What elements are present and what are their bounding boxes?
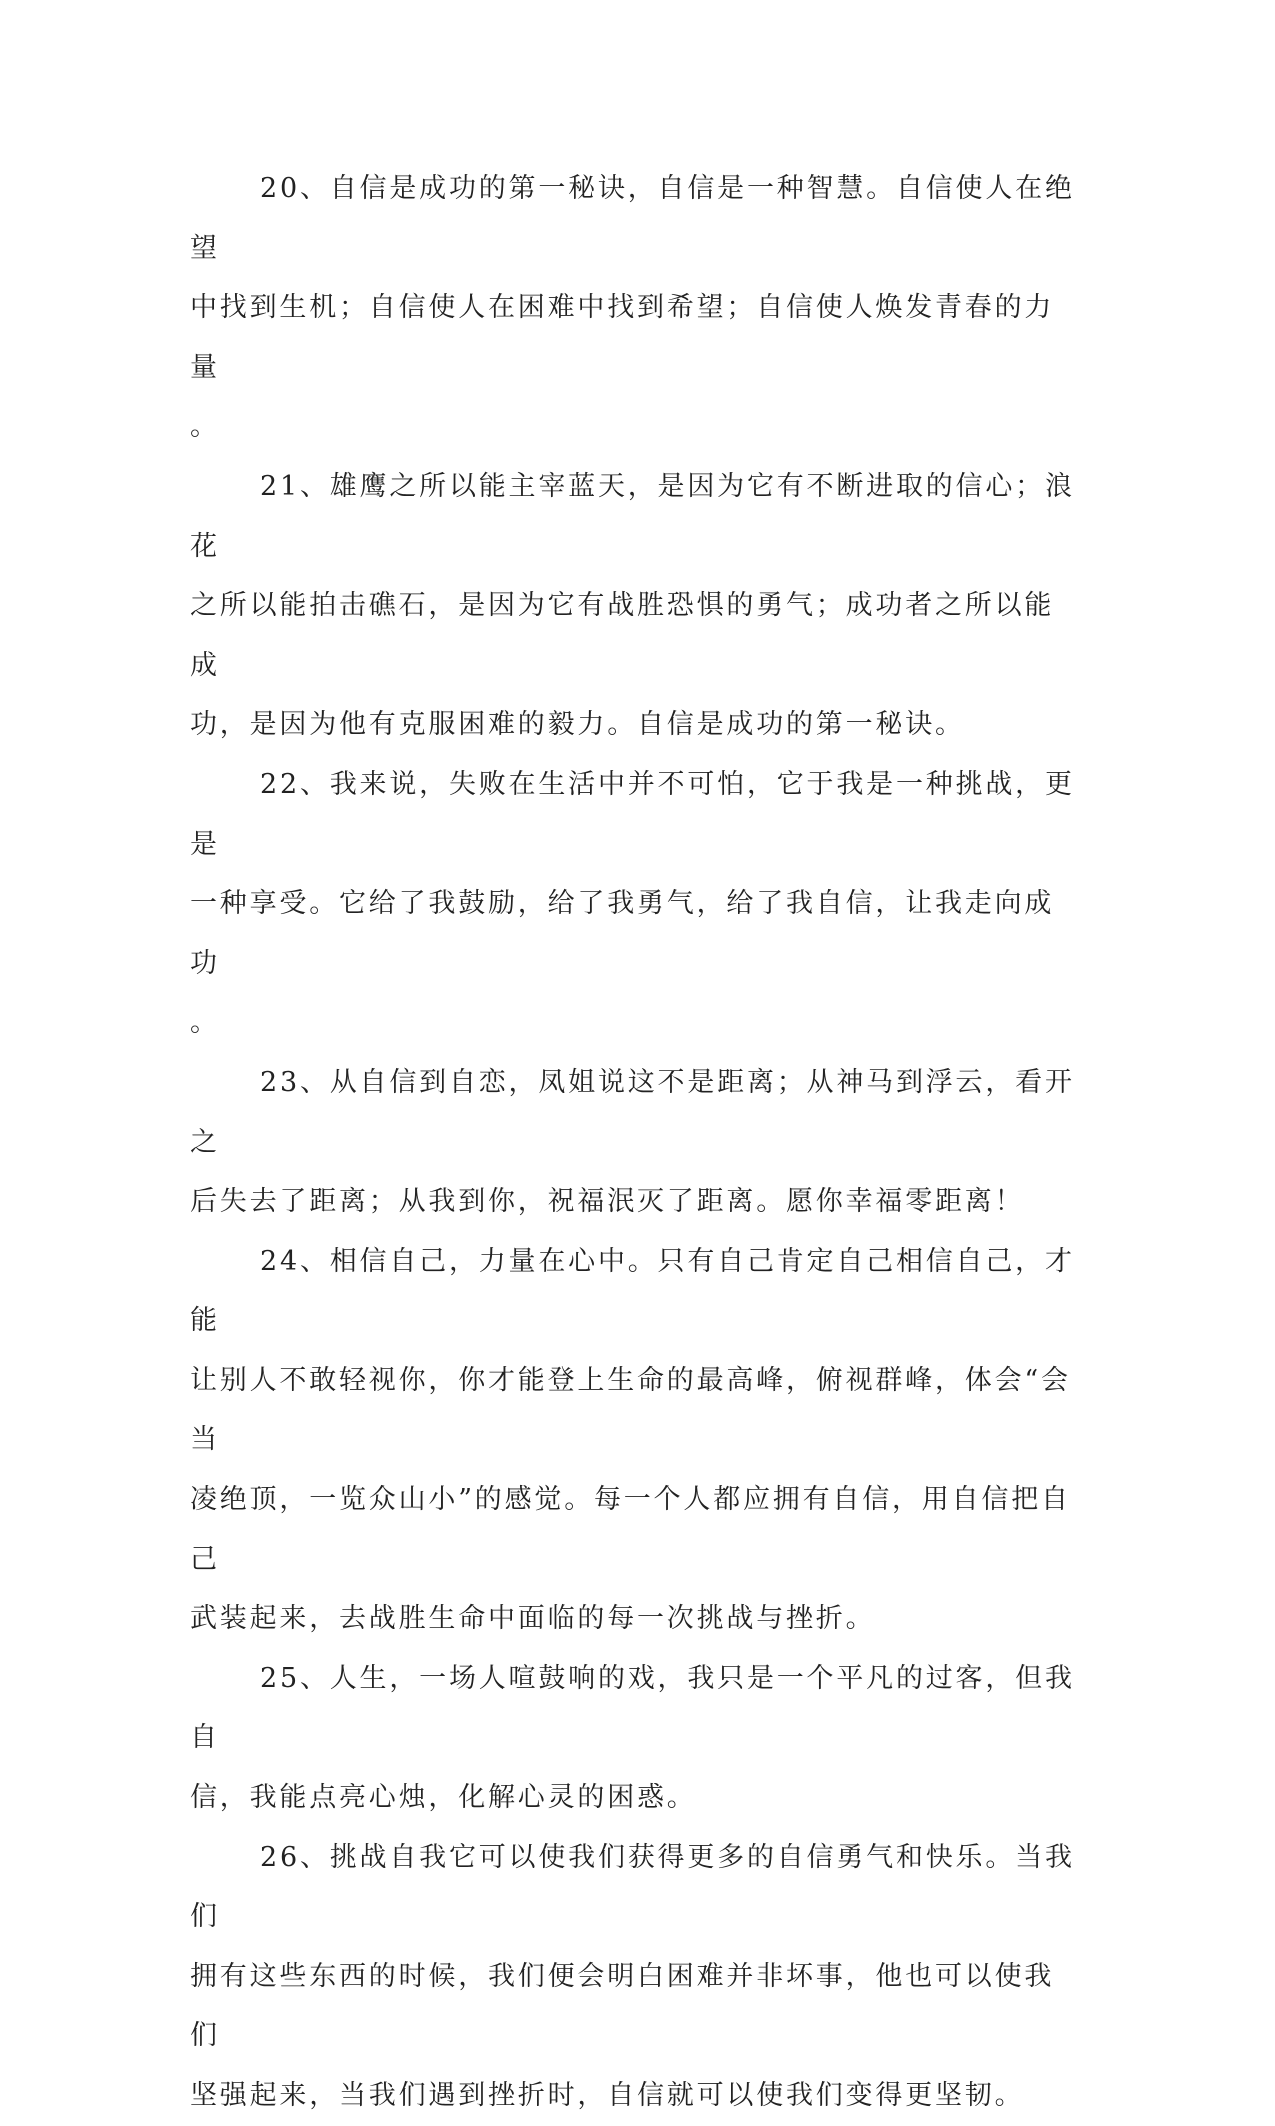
paragraph-23: 23、从自信到自恋，凤姐说这不是距离；从神马到浮云，看开之 后失去了距离；从我到你，祝福泯灭了距离。愿你幸福零距离！ bbox=[190, 1066, 1075, 1218]
paragraph-22: 22、我来说，失败在生活中并不可怕，它于我是一种挑战，更是 一种享受。它给了我鼓励，给了我勇气，给了我自信，让我走向成功 。 bbox=[190, 768, 1075, 1039]
paragraph-20: 20、自信是成功的第一秘诀，自信是一种智慧。自信使人在绝望 中找到生机；自信使人在困难中找到希望；自信使人焕发青春的力量 。 bbox=[190, 173, 1075, 443]
paragraph-21: 21、雄鹰之所以能主宰蓝天，是因为它有不断进取的信心；浪花 之所以能拍击礁石，是因为它有战胜恐惧的勇气；成功者之所以能成 功，是因为他有克服困难的毅力。自信是成功的第一秘诀。 bbox=[190, 470, 1075, 741]
document-body bbox=[190, 159, 1082, 2126]
paragraph-24: 24、相信自己，力量在心中。只有自己肯定自己相信自己，才能 让别人不敢轻视你，你才能登上生命的最高峰，俯视群峰，体会“会当 凌绝顶，一览众山小”的感觉。每一个人都应拥有自信，用自信把自己 武装起来，去战胜生命中面临的每一次挑战与挫折。 bbox=[190, 1245, 1075, 1635]
paragraph-26: 26、挑战自我它可以使我们获得更多的自信勇气和快乐。当我们 拥有这些东西的时候，我们便会明白困难并非坏事，他也可以使我们 坚强起来，当我们遇到挫折时，自信就可以使我们变得更坚韧。 bbox=[190, 1841, 1075, 2111]
paragraph-25: 25、人生，一场人喧鼓响的戏，我只是一个平凡的过客，但我自 信，我能点亮心烛，化解心灵的困惑。 bbox=[190, 1662, 1075, 1814]
